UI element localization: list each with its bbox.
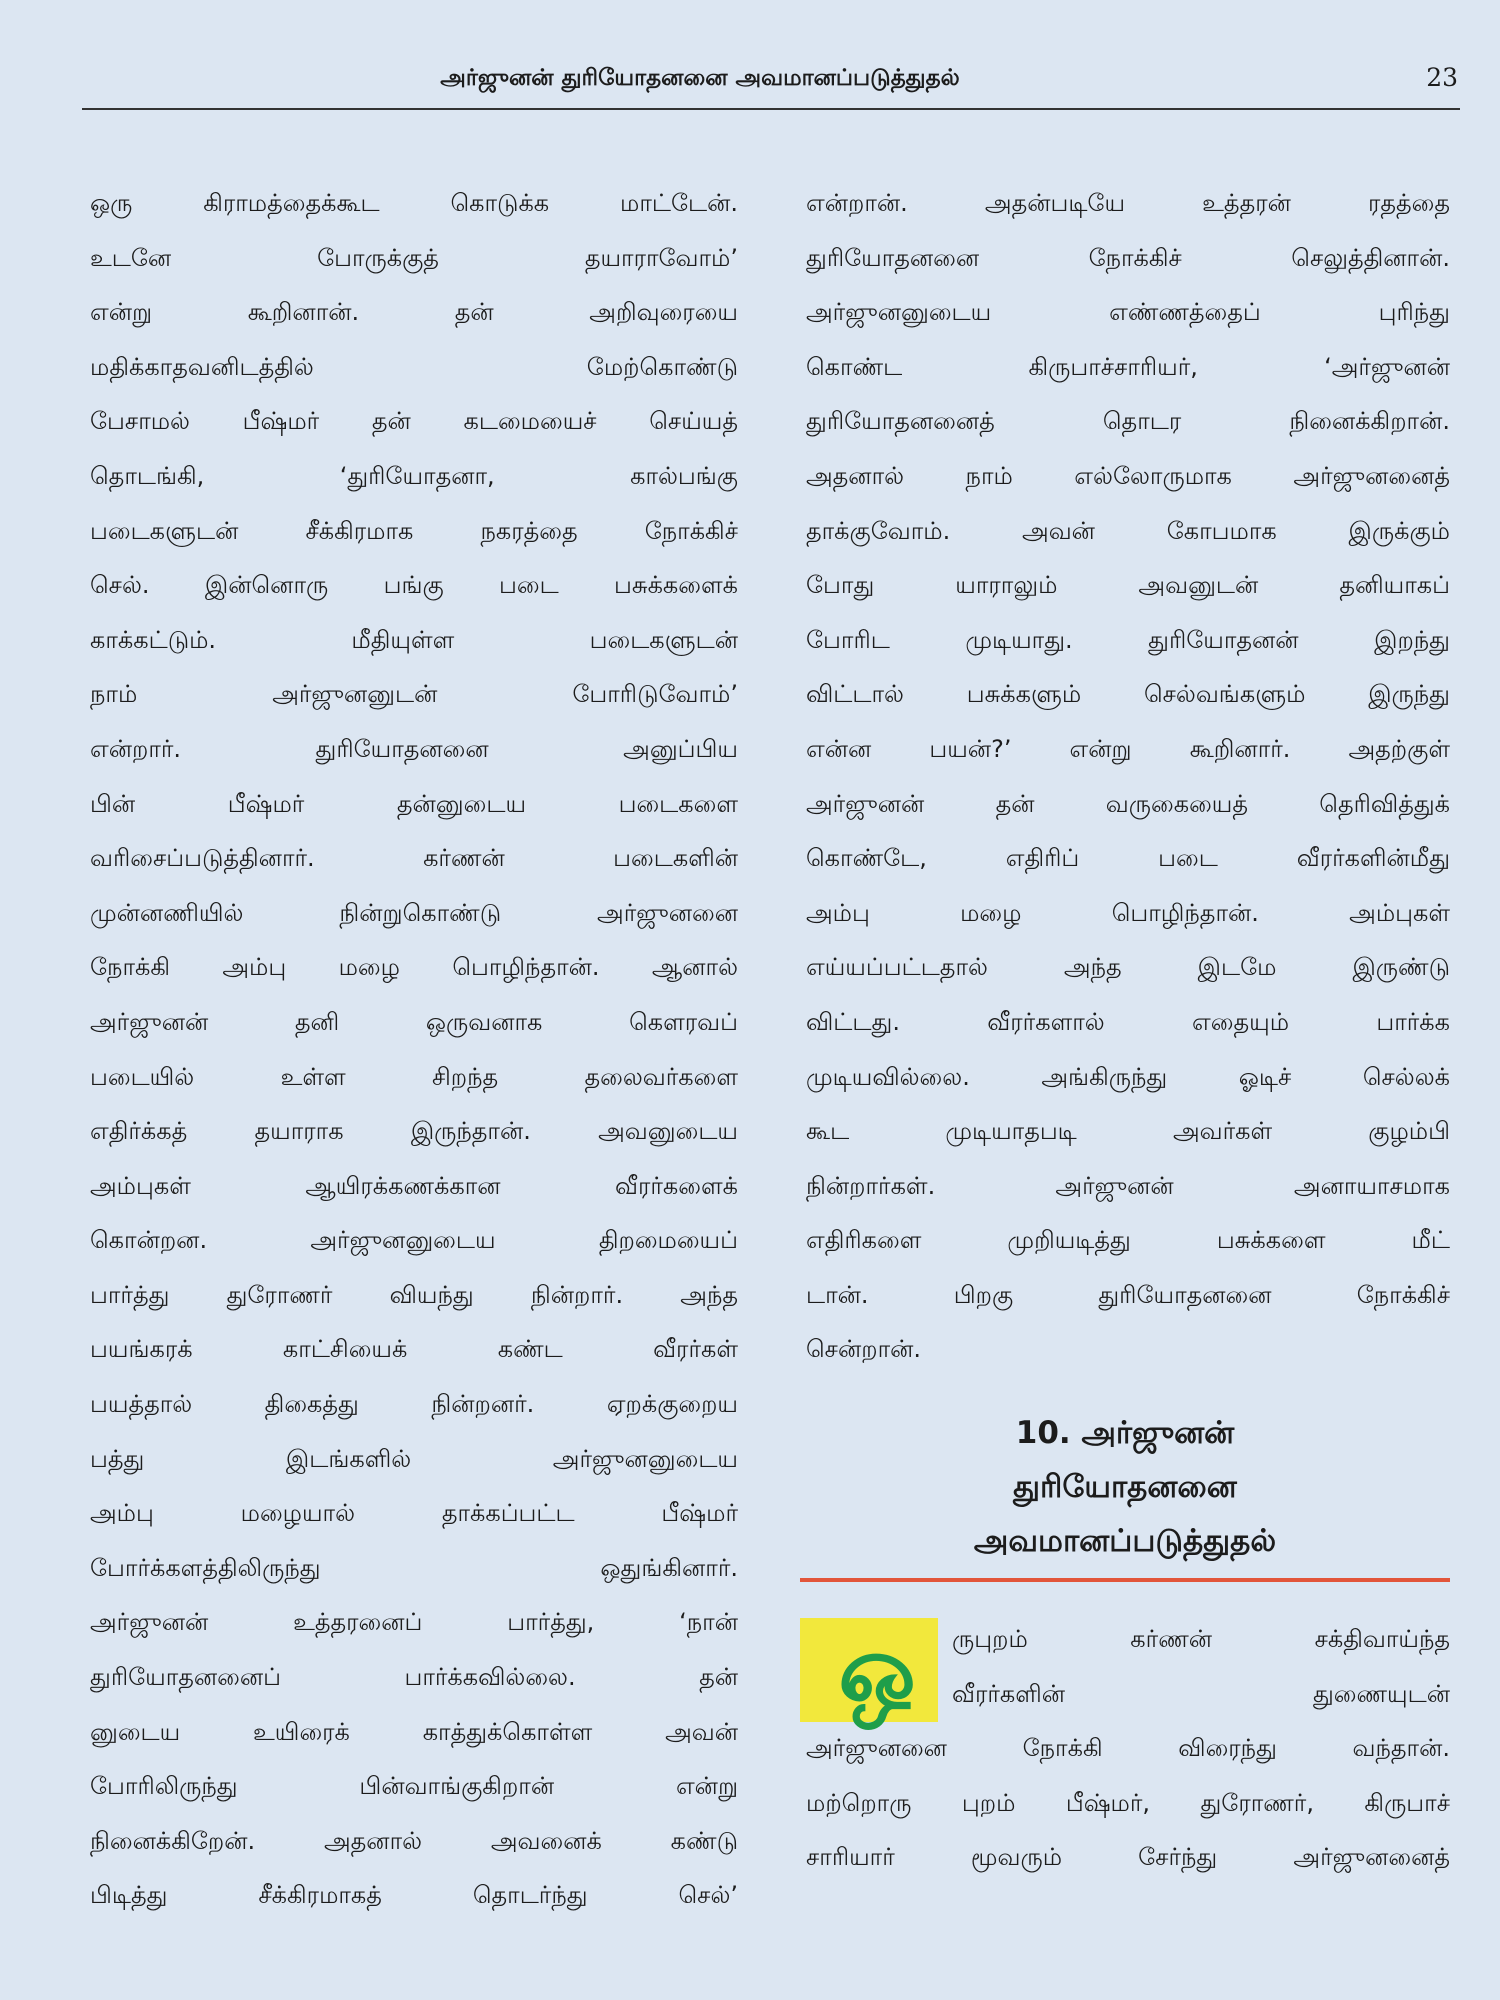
- text-line: நின்றார்கள். அர்ஜுனன் அனாயாசமாக: [806, 1171, 1450, 1200]
- text-line: மற்றொரு புறம் பீஷ்மர், துரோணர், கிருபாச்: [806, 1788, 1450, 1817]
- text-line: நினைக்கிறேன். அதனால் அவனைக் கண்டு: [90, 1826, 738, 1855]
- section-heading-line: அவமானப்படுத்துதல்: [973, 1523, 1277, 1559]
- text-line: படைகளுடன் சீக்கிரமாக நகரத்தை நோக்கிச்: [90, 516, 738, 545]
- text-line: நோக்கி அம்பு மழை பொழிந்தான். ஆனால்: [90, 953, 738, 982]
- text-line: தாக்குவோம். அவன் கோபமாக இருக்கும்: [806, 516, 1450, 545]
- text-line: அம்பு மழை பொழிந்தான். அம்புகள்: [806, 898, 1450, 927]
- left-column: [90, 176, 738, 1923]
- text-line: என்றான். அதன்படியே உத்தரன் ரதத்தை: [806, 189, 1450, 217]
- text-line: சென்றான்.: [806, 1335, 922, 1364]
- text-line: துரியோதனனை நோக்கிச் செலுத்தினான்.: [806, 243, 1450, 272]
- text-line: எதிர்க்கத் தயாராக இருந்தான். அவனுடைய: [90, 1117, 738, 1146]
- text-line: கூட முடியாதபடி அவர்கள் குழம்பி: [806, 1117, 1450, 1146]
- text-line: வரிசைப்படுத்தினார். கர்ணன் படைகளின்: [90, 844, 738, 873]
- text-line: மதிக்காதவனிடத்தில் மேற்கொண்டு: [90, 352, 738, 381]
- header-rule: [82, 108, 1460, 110]
- text-line: கொண்ட கிருபாச்சாரியர், ‘அர்ஜுனன்: [806, 352, 1450, 381]
- page-number: 23: [1426, 63, 1458, 92]
- opening-paragraph: [806, 1721, 1450, 1885]
- section-divider: [800, 1578, 1450, 1582]
- text-line: கொண்டே, எதிரிப் படை வீரர்களின்மீது: [806, 844, 1450, 873]
- text-line: டான். பிறகு துரியோதனனை நோக்கிச்: [806, 1280, 1450, 1309]
- text-line: அர்ஜுனன் உத்தரனைப் பார்த்து, ‘நான்: [90, 1608, 738, 1637]
- text-line: என்றார். துரியோதனனை அனுப்பிய: [90, 734, 738, 763]
- text-line: கொன்றன. அர்ஜுனனுடைய திறமையைப்: [90, 1226, 738, 1255]
- text-line: என்று கூறினான். தன் அறிவுரையை: [90, 298, 738, 327]
- text-line: பயங்கரக் காட்சியைக் கண்ட வீரர்கள்: [90, 1335, 738, 1364]
- text-line: முடியவில்லை. அங்கிருந்து ஓடிச் செல்லக்: [806, 1062, 1450, 1091]
- text-line: காக்கட்டும். மீதியுள்ள படைகளுடன்: [90, 625, 738, 654]
- text-line: சாரியார் மூவரும் சேர்ந்து அர்ஜுனனைத்: [806, 1843, 1450, 1872]
- text-line: தொடங்கி, ‘துரியோதனா, கால்பங்கு: [90, 461, 738, 490]
- text-line: ருபுறம் கர்ணன் சக்திவாய்ந்த: [952, 1625, 1450, 1653]
- text-line: எய்யப்பட்டதால் அந்த இடமே இருண்டு: [806, 953, 1450, 982]
- text-line: போரிலிருந்து பின்வாங்குகிறான் என்று: [90, 1772, 738, 1801]
- text-line: பார்த்து துரோணர் வியந்து நின்றார். அந்த: [90, 1280, 738, 1309]
- text-line: அர்ஜுனனை நோக்கி விரைந்து வந்தான்.: [806, 1734, 1450, 1762]
- text-line: படையில் உள்ள சிறந்த தலைவர்களை: [90, 1062, 738, 1091]
- text-line: துரியோதனனைத் தொடர நினைக்கிறான்.: [806, 407, 1450, 436]
- text-line: அர்ஜுனனுடைய எண்ணத்தைப் புரிந்து: [806, 298, 1450, 327]
- text-line: அதனால் நாம் எல்லோருமாக அர்ஜுனனைத்: [806, 461, 1450, 490]
- text-line: நாம் அர்ஜுனனுடன் போரிடுவோம்’: [90, 680, 738, 709]
- text-line: போரிட முடியாது. துரியோதனன் இறந்து: [806, 625, 1450, 654]
- text-line: விட்டால் பசுக்களும் செல்வங்களும் இருந்து: [806, 680, 1450, 709]
- text-line: அம்பு மழையால் தாக்கப்பட்ட பீஷ்மர்: [90, 1499, 738, 1528]
- text-line: பிடித்து சீக்கிரமாகத் தொடர்ந்து செல்’: [90, 1881, 738, 1910]
- section-heading: [800, 1406, 1450, 1568]
- running-header: [0, 58, 1500, 98]
- text-line: அர்ஜுனன் தனி ஒருவனாக கௌரவப்: [90, 1007, 738, 1036]
- text-line: பத்து இடங்களில் அர்ஜுனனுடைய: [90, 1444, 738, 1473]
- text-line: வீரர்களின் துணையுடன்: [952, 1679, 1450, 1708]
- text-line: பயத்தால் திகைத்து நின்றனர். ஏறக்குறைய: [90, 1390, 738, 1419]
- text-line: முன்னணியில் நின்றுகொண்டு அர்ஜுனனை: [90, 898, 738, 927]
- opening-paragraph-indented: [952, 1612, 1450, 1721]
- text-line: பேசாமல் பீஷ்மர் தன் கடமையைச் செய்யத்: [90, 407, 738, 436]
- text-line: செல். இன்னொரு பங்கு படை பசுக்களைக்: [90, 571, 738, 600]
- text-line: னுடைய உயிரைக் காத்துக்கொள்ள அவன்: [90, 1717, 738, 1746]
- text-line: அர்ஜுனன் தன் வருகையைத் தெரிவித்துக்: [806, 789, 1450, 818]
- text-line: உடனே போருக்குத் தயாராவோம்’: [90, 243, 738, 272]
- section-heading-line: 10. அர்ஜுனன்: [1015, 1415, 1235, 1451]
- right-column: [806, 176, 1450, 1377]
- text-line: எதிரிகளை முறியடித்து பசுக்களை மீட்: [806, 1226, 1450, 1255]
- section-heading-line: துரியோதனனை: [1013, 1469, 1237, 1505]
- text-line: போர்க்களத்திலிருந்து ஒதுங்கினார்.: [90, 1553, 738, 1582]
- text-line: என்ன பயன்?’ என்று கூறினார். அதற்குள்: [806, 734, 1450, 763]
- text-line: போது யாராலும் அவனுடன் தனியாகப்: [806, 571, 1450, 600]
- text-line: அம்புகள் ஆயிரக்கணக்கான வீரர்களைக்: [90, 1171, 738, 1200]
- text-line: ஒரு கிராமத்தைக்கூட கொடுக்க மாட்டேன்.: [90, 189, 738, 217]
- running-title: அர்ஜுனன் துரியோதனனை அவமானப்படுத்துதல்: [440, 65, 960, 91]
- text-line: பின் பீஷ்மர் தன்னுடைய படைகளை: [90, 789, 738, 818]
- drop-cap-letter: ஒ: [838, 1616, 916, 1723]
- text-line: விட்டது. வீரர்களால் எதையும் பார்க்க: [806, 1007, 1450, 1036]
- text-line: துரியோதனனைப் பார்க்கவில்லை. தன்: [90, 1663, 738, 1692]
